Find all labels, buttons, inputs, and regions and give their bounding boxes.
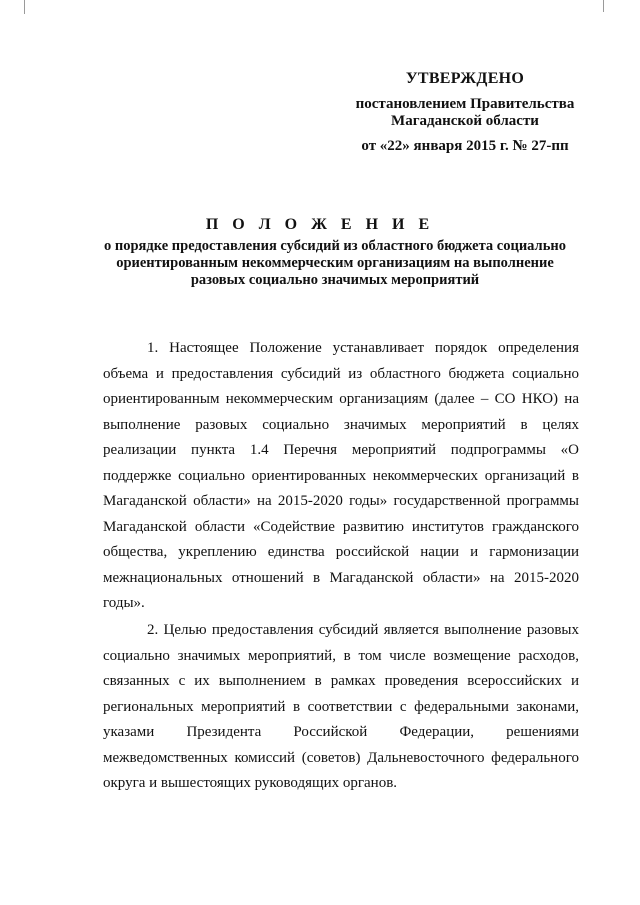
scan-artifact-mark bbox=[603, 0, 604, 12]
document-subtitle: о порядке предоставления субсидий из областного бюджета социально ориентированным некоммерческим организациям на выполнение разовых социально значимых мероприятий bbox=[104, 238, 566, 288]
approval-heading: УТВЕРЖДЕНО bbox=[405, 70, 525, 87]
body-paragraph-1 bbox=[103, 336, 579, 617]
paragraph-text: 2. Целью предоставления субсидий является выполнение разовых социально значимых мероприятий, в том числе возмещение расходов, связанных с их выполнением в рамках проведения всероссийских и региональных мероприятий в соответствии с федеральными законами, указами Президента Российской Федерации, решениями межведомственных комиссий (советов) Дальневосточного федерального округа и вышестоящих руководящих органов. bbox=[103, 622, 579, 791]
document-title: П О Л О Ж Е Н И Е bbox=[205, 216, 435, 233]
approval-authority: постановлением Правительства Магаданской области bbox=[355, 96, 575, 129]
paragraph-text: 1. Настоящее Положение устанавливает порядок определения объема и предоставления субсидий из областного бюджета социально ориентированным некоммерческим организациям (далее – СО НКО) на выполнение разовых социально значимых мероприятий в целях реализации пункта 1.4 Перечня мероприятий подпрограммы «О поддержке социально ориентированных некоммерческих организаций в Магаданской области» на 2015-2020 годы» государственной программы Магаданской области «Содействие развитию институтов гражданского общества, укреплению единства российской нации и гармонизации межнациональных отношений в Магаданской области» на 2015-2020 годы». bbox=[103, 340, 579, 611]
approval-date: от «22» января 2015 г. № 27-пп bbox=[361, 138, 569, 154]
scan-artifact-mark bbox=[24, 0, 25, 14]
body-paragraph-2 bbox=[103, 618, 579, 797]
